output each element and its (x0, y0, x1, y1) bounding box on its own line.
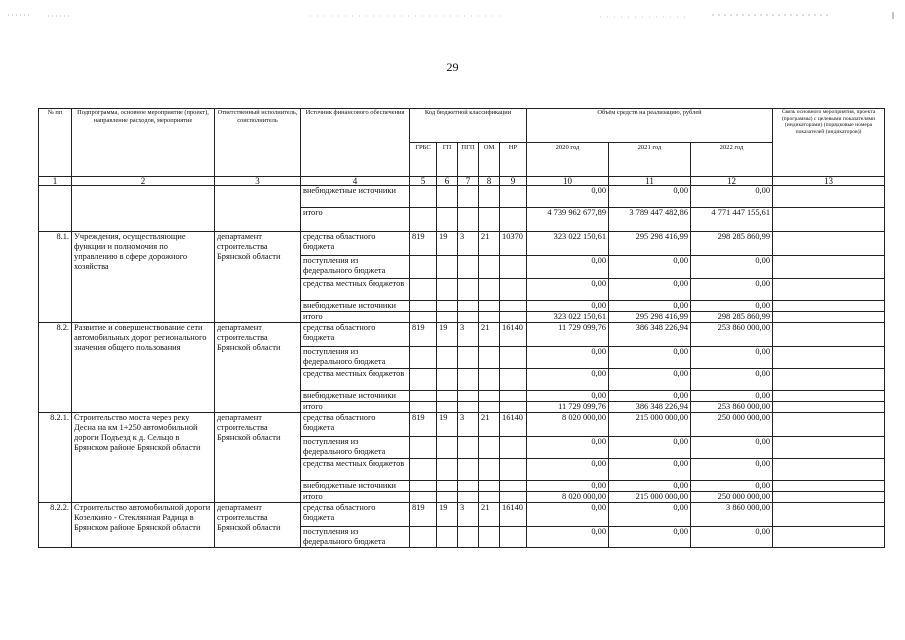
amount-2022: 298 285 860,99 (691, 232, 773, 256)
code-om: 21 (479, 232, 500, 256)
code-nr (500, 391, 527, 402)
source-cell: итого (301, 492, 410, 503)
source-cell: внебюджетные источники (301, 481, 410, 492)
code-om (479, 312, 500, 323)
amount-2021: 0,00 (609, 391, 691, 402)
indicator-link-cell (773, 186, 885, 208)
header-code-0: ГРБС (410, 143, 437, 177)
code-grbs (410, 369, 437, 391)
code-pgp (458, 527, 479, 548)
code-grbs (410, 347, 437, 369)
amount-2021: 0,00 (609, 437, 691, 459)
amount-2020: 4 739 962 677,89 (527, 208, 609, 232)
amount-2020: 0,00 (527, 256, 609, 279)
code-gp (437, 481, 458, 492)
amount-2022: 0,00 (691, 301, 773, 312)
amount-2022: 0,00 (691, 186, 773, 208)
amount-2021: 0,00 (609, 301, 691, 312)
code-pgp (458, 301, 479, 312)
header-source: Источник финансового обеспечения (301, 109, 410, 177)
column-number-6: 6 (437, 177, 458, 186)
amount-2022: 0,00 (691, 369, 773, 391)
header-code-1: ГП (437, 143, 458, 177)
code-grbs (410, 391, 437, 402)
indicator-link-cell (773, 481, 885, 492)
code-gp (437, 208, 458, 232)
section-number: 8.2.1. (39, 413, 72, 503)
code-nr (500, 369, 527, 391)
section-number: 8.2. (39, 323, 72, 413)
code-om (479, 369, 500, 391)
amount-2021: 295 298 416,99 (609, 232, 691, 256)
amount-2020: 323 022 150,61 (527, 232, 609, 256)
code-om (479, 437, 500, 459)
header-amount: Объём средств на реализацию, рублей (527, 109, 773, 143)
code-grbs (410, 481, 437, 492)
amount-2022: 0,00 (691, 347, 773, 369)
amount-2021: 295 298 416,99 (609, 312, 691, 323)
code-gp: 19 (437, 323, 458, 347)
code-om (479, 279, 500, 301)
source-cell: итого (301, 208, 410, 232)
code-nr (500, 256, 527, 279)
amount-2022: 0,00 (691, 437, 773, 459)
code-pgp (458, 186, 479, 208)
section-number: 8.1. (39, 232, 72, 323)
code-pgp (458, 459, 479, 481)
code-gp: 19 (437, 232, 458, 256)
indicator-link-cell (773, 347, 885, 369)
code-gp (437, 492, 458, 503)
code-nr (500, 437, 527, 459)
code-nr (500, 312, 527, 323)
table-header (39, 109, 885, 186)
section-title: Учреждения, осуществляющие функции и полномочия по управлению в сфере дорожного хозяйства (72, 232, 215, 323)
code-gp: 19 (437, 503, 458, 527)
code-pgp (458, 256, 479, 279)
code-pgp (458, 312, 479, 323)
code-nr (500, 186, 527, 208)
code-nr (500, 279, 527, 301)
code-grbs: 819 (410, 413, 437, 437)
indicator-link-cell (773, 232, 885, 256)
amount-2021: 3 789 447 482,86 (609, 208, 691, 232)
source-cell: внебюджетные источники (301, 391, 410, 402)
section-executor: департамент строительства Брянской области (215, 413, 301, 503)
code-pgp (458, 391, 479, 402)
code-grbs (410, 459, 437, 481)
table-row (39, 186, 885, 208)
section-executor: департамент строительства Брянской области (215, 503, 301, 548)
amount-2022: 298 285 860,99 (691, 312, 773, 323)
amount-2022: 253 860 000,00 (691, 323, 773, 347)
column-number-1: 1 (39, 177, 72, 186)
code-pgp (458, 369, 479, 391)
amount-2021: 0,00 (609, 481, 691, 492)
indicator-link-cell (773, 301, 885, 312)
code-gp (437, 301, 458, 312)
amount-2022: 0,00 (691, 481, 773, 492)
code-nr (500, 208, 527, 232)
header-year-0: 2020 год (527, 143, 609, 177)
source-cell: средства местных бюджетов (301, 279, 410, 301)
amount-2022: 0,00 (691, 459, 773, 481)
header-code-2: ПГП (458, 143, 479, 177)
amount-2022: 0,00 (691, 391, 773, 402)
code-pgp: 3 (458, 503, 479, 527)
code-pgp: 3 (458, 323, 479, 347)
amount-2021: 0,00 (609, 369, 691, 391)
source-cell: внебюджетные источники (301, 186, 410, 208)
code-nr: 10370 (500, 232, 527, 256)
section-executor: департамент строительства Брянской области (215, 232, 301, 323)
header-indicator-link: Связь основного мероприятия, проекта (программы) с целевыми показателями (индикаторами) (порядковые номера показателей (индикаторов)) (773, 109, 885, 177)
header-year-1: 2021 год (609, 143, 691, 177)
indicator-link-cell (773, 402, 885, 413)
header-code-4: НР (500, 143, 527, 177)
table-row (39, 323, 885, 347)
header-budget-code: Код бюджетной классификации (410, 109, 527, 143)
indicator-link-cell (773, 208, 885, 232)
code-nr (500, 402, 527, 413)
indicator-link-cell (773, 413, 885, 437)
amount-2022: 3 860 000,00 (691, 503, 773, 527)
code-pgp (458, 481, 479, 492)
code-grbs (410, 186, 437, 208)
code-pgp (458, 492, 479, 503)
source-cell: поступления из федерального бюджета (301, 256, 410, 279)
code-pgp (458, 208, 479, 232)
column-number-12: 12 (691, 177, 773, 186)
code-gp (437, 347, 458, 369)
amount-2022: 250 000 000,00 (691, 413, 773, 437)
indicator-link-cell (773, 503, 885, 527)
page-number: 29 (446, 60, 459, 74)
table-body (39, 186, 885, 548)
code-gp (437, 279, 458, 301)
table-row (39, 232, 885, 256)
num-cell (39, 186, 72, 232)
code-grbs: 819 (410, 503, 437, 527)
column-number-8: 8 (479, 177, 500, 186)
column-number-10: 10 (527, 177, 609, 186)
amount-2022: 0,00 (691, 256, 773, 279)
amount-2021: 0,00 (609, 527, 691, 548)
code-om (479, 208, 500, 232)
header-year-2: 2022 год (691, 143, 773, 177)
source-cell: средства областного бюджета (301, 323, 410, 347)
scan-edge-marks (0, 12, 905, 20)
table-row (39, 503, 885, 527)
header-subprogram: Подпрограмма, основное мероприятие (проект), направление расходов, мероприятие (72, 109, 215, 177)
code-gp (437, 402, 458, 413)
code-gp (437, 437, 458, 459)
code-nr: 16140 (500, 323, 527, 347)
amount-2021: 0,00 (609, 347, 691, 369)
source-cell: внебюджетные источники (301, 301, 410, 312)
indicator-link-cell (773, 279, 885, 301)
code-gp (437, 186, 458, 208)
amount-2022: 4 771 447 155,61 (691, 208, 773, 232)
indicator-link-cell (773, 459, 885, 481)
column-number-13: 13 (773, 177, 885, 186)
section-number: 8.2.2. (39, 503, 72, 548)
section-executor: департамент строительства Брянской области (215, 323, 301, 413)
code-gp (437, 459, 458, 481)
source-cell: средства областного бюджета (301, 503, 410, 527)
code-grbs (410, 301, 437, 312)
amount-2020: 0,00 (527, 527, 609, 548)
code-om (479, 301, 500, 312)
code-gp (437, 256, 458, 279)
amount-2022: 253 860 000,00 (691, 402, 773, 413)
source-cell: итого (301, 312, 410, 323)
section-title: Строительство моста через реку Десна на км 1+250 автомобильной дороги Подъезд к д. Сельцо в Брянском районе Брянской области (72, 413, 215, 503)
column-number-9: 9 (500, 177, 527, 186)
code-pgp (458, 402, 479, 413)
indicator-link-cell (773, 437, 885, 459)
section-title: Строительство автомобильной дороги Козелкино - Стеклянная Радица в Брянском районе Брянской области (72, 503, 215, 548)
title-cell (72, 186, 215, 232)
code-grbs (410, 402, 437, 413)
code-om: 21 (479, 413, 500, 437)
amount-2021: 0,00 (609, 279, 691, 301)
code-gp (437, 391, 458, 402)
amount-2020: 11 729 099,76 (527, 323, 609, 347)
amount-2020: 0,00 (527, 391, 609, 402)
amount-2020: 0,00 (527, 347, 609, 369)
indicator-link-cell (773, 391, 885, 402)
header-executor: Ответственный исполнитель, соисполнитель (215, 109, 301, 177)
code-grbs (410, 312, 437, 323)
amount-2020: 8 020 000,00 (527, 413, 609, 437)
amount-2020: 8 020 000,00 (527, 492, 609, 503)
indicator-link-cell (773, 492, 885, 503)
code-grbs (410, 527, 437, 548)
code-om: 21 (479, 323, 500, 347)
code-nr (500, 492, 527, 503)
column-number-2: 2 (72, 177, 215, 186)
code-nr (500, 347, 527, 369)
code-om: 21 (479, 503, 500, 527)
code-om (479, 347, 500, 369)
column-number-11: 11 (609, 177, 691, 186)
source-cell: поступления из федерального бюджета (301, 527, 410, 548)
source-cell: средства местных бюджетов (301, 369, 410, 391)
amount-2020: 0,00 (527, 459, 609, 481)
code-om (479, 402, 500, 413)
code-pgp (458, 279, 479, 301)
code-om (479, 481, 500, 492)
amount-2021: 215 000 000,00 (609, 492, 691, 503)
indicator-link-cell (773, 312, 885, 323)
amount-2021: 0,00 (609, 459, 691, 481)
source-cell: поступления из федерального бюджета (301, 347, 410, 369)
amount-2020: 0,00 (527, 301, 609, 312)
code-om (479, 391, 500, 402)
header-num: № пп (39, 109, 72, 177)
code-om (479, 492, 500, 503)
section-title: Развитие и совершенствование сети автомобильных дорог регионального значения общего пользования (72, 323, 215, 413)
header-code-3: ОМ (479, 143, 500, 177)
indicator-link-cell (773, 369, 885, 391)
source-cell: итого (301, 402, 410, 413)
code-gp (437, 527, 458, 548)
executor-cell (215, 186, 301, 232)
amount-2021: 386 348 226,94 (609, 402, 691, 413)
indicator-link-cell (773, 323, 885, 347)
code-om (479, 186, 500, 208)
code-nr: 16140 (500, 503, 527, 527)
amount-2020: 0,00 (527, 186, 609, 208)
code-om (479, 527, 500, 548)
budget-table (38, 108, 885, 548)
amount-2020: 11 729 099,76 (527, 402, 609, 413)
code-pgp (458, 347, 479, 369)
code-nr (500, 527, 527, 548)
column-number-7: 7 (458, 177, 479, 186)
indicator-link-cell (773, 527, 885, 548)
code-om (479, 256, 500, 279)
amount-2020: 323 022 150,61 (527, 312, 609, 323)
amount-2021: 215 000 000,00 (609, 413, 691, 437)
amount-2020: 0,00 (527, 437, 609, 459)
amount-2020: 0,00 (527, 369, 609, 391)
code-grbs (410, 492, 437, 503)
code-nr (500, 301, 527, 312)
code-pgp: 3 (458, 232, 479, 256)
code-nr (500, 481, 527, 492)
source-cell: средства местных бюджетов (301, 459, 410, 481)
code-gp (437, 312, 458, 323)
code-nr (500, 459, 527, 481)
amount-2021: 386 348 226,94 (609, 323, 691, 347)
column-number-5: 5 (410, 177, 437, 186)
amount-2021: 0,00 (609, 186, 691, 208)
code-pgp (458, 437, 479, 459)
amount-2020: 0,00 (527, 279, 609, 301)
code-grbs (410, 208, 437, 232)
indicator-link-cell (773, 256, 885, 279)
amount-2020: 0,00 (527, 481, 609, 492)
amount-2022: 250 000 000,00 (691, 492, 773, 503)
column-number-3: 3 (215, 177, 301, 186)
code-gp (437, 369, 458, 391)
code-nr: 16140 (500, 413, 527, 437)
amount-2021: 0,00 (609, 503, 691, 527)
code-grbs: 819 (410, 323, 437, 347)
table-row (39, 413, 885, 437)
amount-2022: 0,00 (691, 279, 773, 301)
source-cell: поступления из федерального бюджета (301, 437, 410, 459)
column-number-4: 4 (301, 177, 410, 186)
code-gp: 19 (437, 413, 458, 437)
amount-2021: 0,00 (609, 256, 691, 279)
code-pgp: 3 (458, 413, 479, 437)
code-grbs: 819 (410, 232, 437, 256)
column-number-row (39, 177, 885, 186)
source-cell: средства областного бюджета (301, 413, 410, 437)
amount-2020: 0,00 (527, 503, 609, 527)
code-grbs (410, 279, 437, 301)
amount-2022: 0,00 (691, 527, 773, 548)
code-grbs (410, 437, 437, 459)
code-grbs (410, 256, 437, 279)
source-cell: средства областного бюджета (301, 232, 410, 256)
code-om (479, 459, 500, 481)
